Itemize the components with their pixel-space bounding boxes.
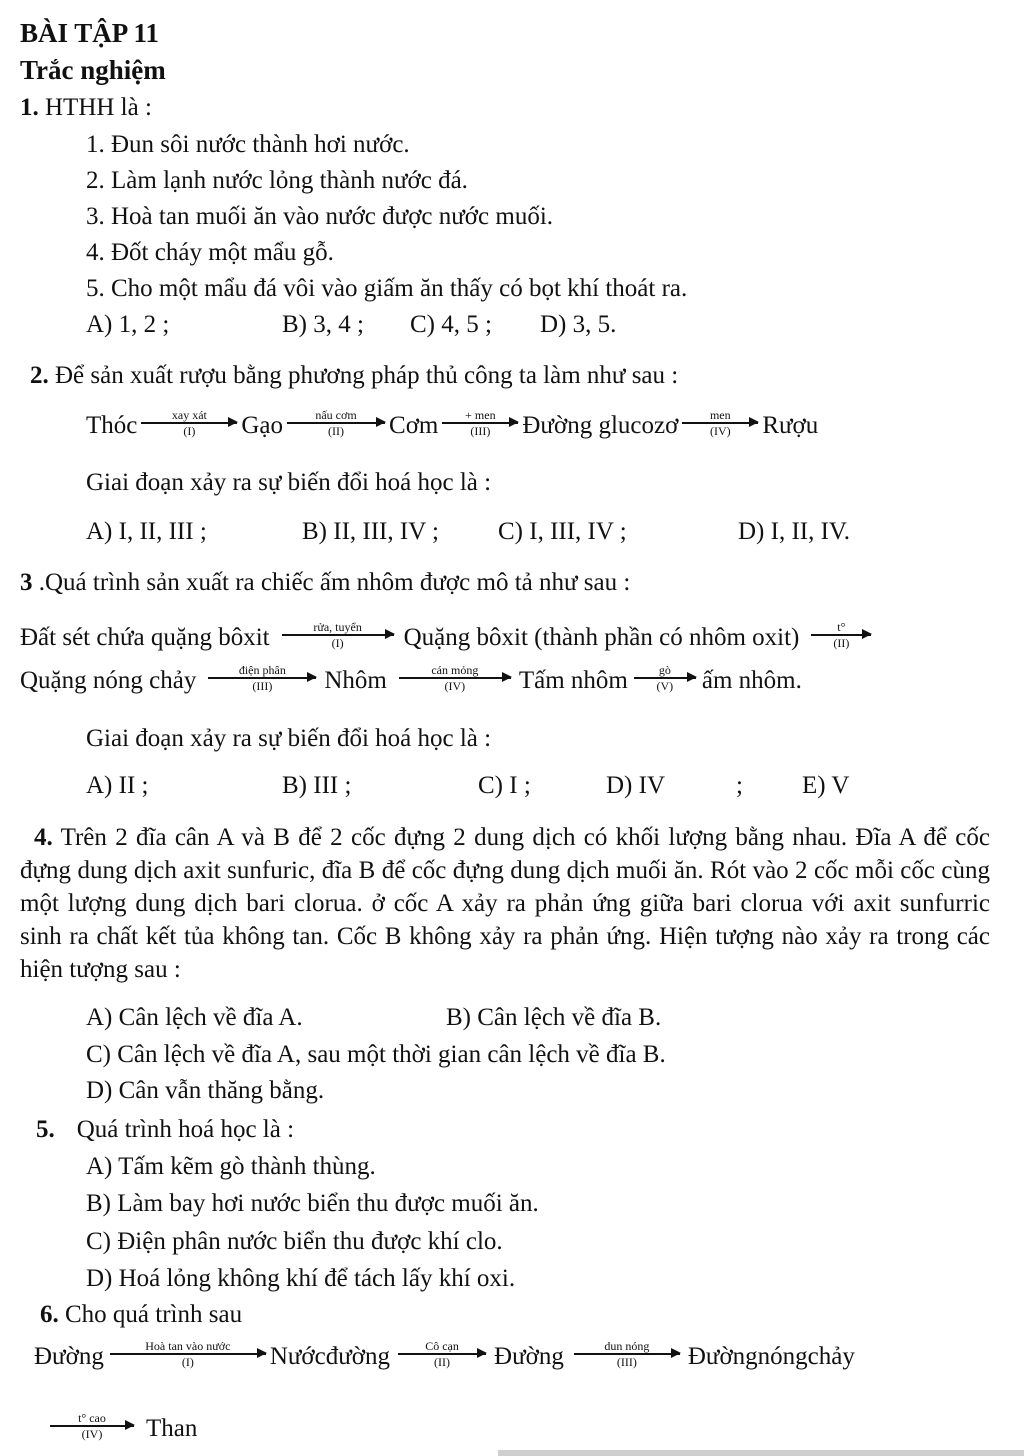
arrow-label-bottom: (II)	[328, 423, 345, 438]
arrow-icon	[141, 422, 237, 424]
arrow-label-top: điện phân	[238, 663, 286, 678]
q4-option-b: B) Cân lệch về đĩa B.	[446, 1004, 662, 1031]
question-5-number: 5.	[36, 1116, 55, 1143]
q3-option-b: B) III ;	[282, 772, 352, 799]
arrow-label-bottom: (V)	[656, 678, 674, 693]
chain-substance: Đất sét chứa quặng bôxit	[20, 623, 270, 651]
q5-option-c: C) Điện phân nước biển thu được khí clo.	[86, 1228, 503, 1255]
arrow-label-bottom: (I)	[181, 1354, 194, 1369]
q1-option-d: D) 3, 5.	[540, 311, 617, 338]
arrow-icon	[634, 677, 696, 679]
q3-option-a: A) II ;	[86, 772, 149, 799]
reaction-arrow	[574, 1340, 680, 1368]
question-6	[40, 1302, 242, 1327]
arrow-label-bottom: (IV)	[709, 423, 731, 438]
q1-statement: 2. Làm lạnh nước lỏng thành nước đá.	[86, 167, 468, 194]
arrow-label-top: t° cao	[78, 1411, 106, 1426]
reaction-arrow	[634, 664, 696, 692]
arrow-label-bottom: (I)	[331, 635, 344, 650]
arrow-label-top: xay xát	[171, 408, 207, 423]
q3-option-d: D) IV	[606, 772, 666, 799]
arrow-label-top: cán mỏng	[431, 663, 479, 678]
question-6-stem: Cho quá trình sau	[58, 1301, 243, 1328]
q1-statement: 4. Đốt cháy một mẩu gỗ.	[86, 239, 334, 266]
arrow-label-top: gò	[658, 663, 671, 678]
section-subtitle: Trắc nghiệm	[20, 55, 166, 85]
chain-substance: Gạo	[241, 411, 284, 439]
arrow-label-top: Cô cạn	[425, 1339, 459, 1354]
reaction-arrow	[287, 409, 385, 437]
arrow-icon	[399, 677, 511, 679]
chain-substance: Đường glucozơ	[522, 411, 679, 439]
reaction-arrow	[442, 409, 518, 437]
question-1-stem: HTHH là :	[38, 94, 152, 121]
worksheet-title: BÀI TẬP 11	[20, 18, 160, 48]
arrow-label-bottom: (IV)	[81, 1426, 103, 1441]
reaction-arrow	[811, 621, 871, 649]
chain-substance: Nhôm	[324, 666, 387, 694]
q4-option-d: D) Cân vẫn thăng bằng.	[86, 1077, 325, 1104]
q2-question: Giai đoạn xảy ra sự biến đổi hoá học là :	[86, 469, 492, 496]
reaction-arrow	[110, 1340, 266, 1368]
q4-option-a: A) Cân lệch về đĩa A.	[86, 1004, 303, 1031]
chain-substance: Nướcđường	[269, 1342, 391, 1370]
arrow-label-top: t°	[837, 620, 846, 635]
q3-question: Giai đoạn xảy ra sự biến đổi hoá học là :	[86, 725, 492, 752]
arrow-label-top: dun nóng	[604, 1339, 650, 1354]
arrow-icon	[282, 634, 394, 636]
q3-option-separator: ;	[736, 772, 743, 799]
chain-substance: Đường	[494, 1342, 564, 1370]
reaction-arrow	[282, 621, 394, 649]
arrow-icon	[50, 1425, 134, 1427]
question-2-number: 2.	[30, 362, 49, 389]
arrow-label-bottom: (III)	[252, 678, 273, 693]
q3-process-chain-line-2	[20, 662, 802, 698]
arrow-label-top: Hoà tan vào nước	[145, 1339, 231, 1354]
reaction-arrow	[399, 664, 511, 692]
q1-option-a: A) 1, 2 ;	[86, 311, 170, 338]
q3-process-chain-line-1	[20, 619, 875, 655]
reaction-arrow	[141, 409, 237, 437]
q6-process-chain-line-2	[50, 1404, 197, 1452]
chain-substance: Than	[146, 1414, 198, 1442]
arrow-label-top: rửa, tuyển	[313, 620, 362, 635]
reaction-arrow	[50, 1412, 134, 1440]
q5-option-a: A) Tấm kẽm gò thành thùng.	[86, 1153, 376, 1180]
chain-substance: Tấm nhôm	[518, 666, 628, 694]
q2-option-c: C) I, III, IV ;	[498, 518, 627, 545]
chain-substance: Cơm	[389, 411, 439, 439]
q1-option-b: B) 3, 4 ;	[282, 311, 364, 338]
arrow-icon	[811, 634, 871, 636]
q1-statement: 1. Đun sôi nước thành hơi nước.	[86, 131, 410, 158]
chain-substance: Rượu	[762, 411, 819, 439]
q2-option-a: A) I, II, III ;	[86, 518, 207, 545]
q4-option-c: C) Cân lệch về đĩa A, sau một thời gian cân lệch về đĩa B.	[86, 1041, 666, 1068]
chain-substance: Quặng bôxit (thành phần có nhôm oxit)	[403, 623, 800, 651]
q5-option-d: D) Hoá lỏng không khí để tách lấy khí oxi.	[86, 1265, 516, 1292]
question-5-stem: Quá trình hoá học là :	[76, 1116, 295, 1143]
q2-option-d: D) I, II, IV.	[738, 518, 851, 545]
arrow-label-bottom: (IV)	[444, 678, 466, 693]
chain-substance: Thóc	[86, 411, 138, 439]
arrow-icon	[574, 1353, 680, 1355]
question-4-stem: Trên 2 đĩa cân A và B để 2 cốc đựng 2 dung dịch có khối lượng bằng nhau. Đĩa A để cốc đựng dung dịch axit sunfuric, đĩa B để cốc đựng dung dịch muối ăn. Rót vào 2 cốc mỗi cốc cùng một lượng dung dịch bari clorua. ở cốc A xảy ra phản ứng giữa bari clorua với axit sunfurric sinh ra chất kết tủa không tan. Cốc B không xảy ra phản ứng. Hiện tượng nào xảy ra trong các hiện tượng sau :	[20, 824, 990, 983]
q1-statement: 3. Hoà tan muối ăn vào nước được nước muối.	[86, 203, 554, 230]
q1-statement: 5. Cho một mẩu đá vôi vào giấm ăn thấy có bọt khí thoát ra.	[86, 275, 688, 302]
q1-option-c: C) 4, 5 ;	[410, 311, 492, 338]
arrow-label-bottom: (III)	[470, 423, 491, 438]
q6-process-chain	[34, 1338, 855, 1374]
q3-option-e: E) V	[802, 772, 850, 799]
question-4-number: 4.	[34, 824, 53, 851]
arrow-label-top: men	[709, 408, 731, 423]
question-3	[20, 570, 630, 595]
arrow-icon	[287, 422, 385, 424]
q5-option-b: B) Làm bay hơi nước biển thu được muối ăn.	[86, 1190, 539, 1217]
question-5	[36, 1117, 294, 1142]
question-1-number: 1.	[20, 94, 39, 121]
q2-option-b: B) II, III, IV ;	[302, 518, 439, 545]
arrow-icon	[110, 1353, 266, 1355]
chain-substance: Đường	[34, 1342, 104, 1370]
arrow-icon	[682, 422, 758, 424]
question-4	[20, 821, 990, 986]
arrow-icon	[208, 677, 316, 679]
arrow-icon	[398, 1353, 486, 1355]
reaction-arrow	[398, 1340, 486, 1368]
arrow-label-top: nấu cơm	[315, 408, 357, 423]
arrow-label-bottom: (III)	[616, 1354, 637, 1369]
q3-option-c: C) I ;	[478, 772, 531, 799]
arrow-label-bottom: (I)	[183, 423, 196, 438]
reaction-arrow	[208, 664, 316, 692]
arrow-icon	[442, 422, 518, 424]
arrow-label-bottom: (II)	[833, 635, 850, 650]
arrow-label-bottom: (II)	[434, 1354, 451, 1369]
q2-process-chain	[86, 407, 818, 443]
question-2-stem: Để sản xuất rượu bằng phương pháp thủ công ta làm như sau :	[48, 362, 679, 389]
chain-substance: Quặng nóng chảy	[20, 666, 197, 694]
chain-substance: ấm nhôm.	[701, 666, 802, 694]
question-6-number: 6.	[40, 1301, 59, 1328]
question-3-stem: .Quá trình sản xuất ra chiếc ấm nhôm được mô tả như sau :	[32, 569, 631, 596]
question-1	[20, 95, 152, 120]
question-3-number: 3	[20, 569, 33, 596]
chain-substance: Đườngnóngchảy	[687, 1342, 855, 1370]
bottom-divider	[498, 1450, 1024, 1456]
question-2	[30, 363, 678, 388]
arrow-label-top: + men	[465, 408, 496, 423]
reaction-arrow	[682, 409, 758, 437]
